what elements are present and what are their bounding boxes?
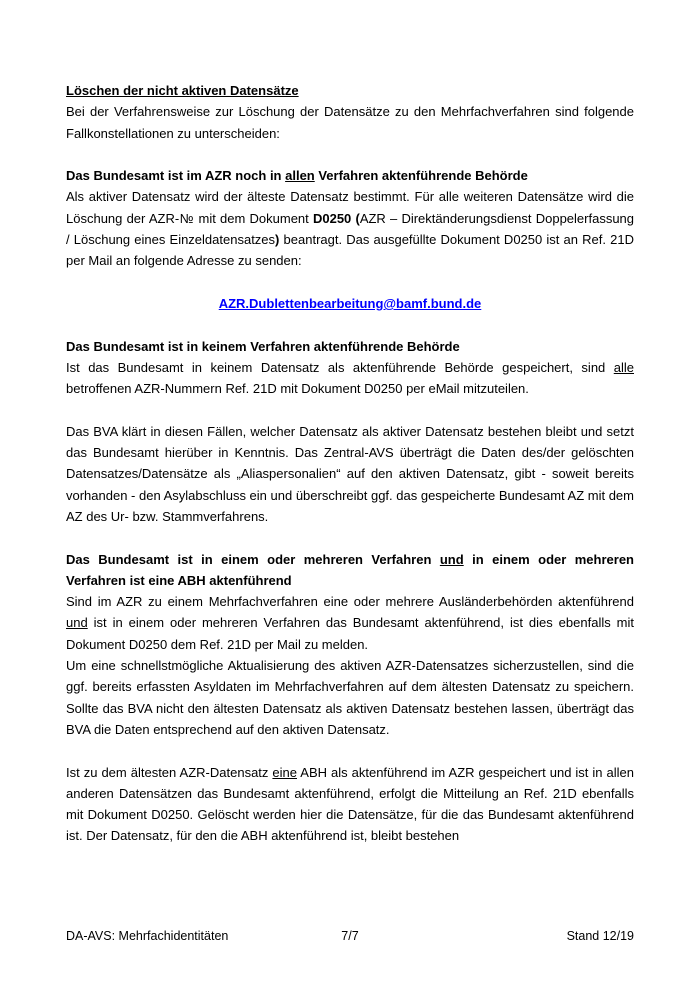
text-segment: Ist zu dem ältesten AZR-Datensatz (66, 764, 273, 780)
blank-line (66, 740, 634, 761)
text-segment: AZR – Direktänderungsdienst Doppelerfassung / Löschung eines Einzeldatensatzes (66, 210, 635, 248)
text-segment: Als aktiver Datensatz wird der älteste Datensatz bestimmt. Für alle weiteren Datensätze wird die Löschung der AZR-№ mit dem Dokument (66, 189, 634, 226)
paragraph (66, 357, 634, 400)
paragraph (66, 421, 634, 527)
email-link[interactable]: AZR.Dublettenbearbeitung@bamf.bund.de (218, 295, 482, 311)
text-segment: Verfahren aktenführende Behörde (314, 168, 528, 184)
text-segment: ist in einem oder mehreren Verfahren das Bundesamt aktenführend, ist dies ebenfalls mit Dokument D0250 dem Ref. 21D per Mail zu melden. (66, 615, 634, 652)
text-segment: in einem oder mehreren Verfahren ist eine ABH aktenführend (66, 551, 634, 588)
section-heading (66, 165, 634, 186)
text-segment: betroffenen AZR-Nummern Ref. 21D mit Dokument D0250 per eMail mitzuteilen. (66, 381, 529, 397)
text-segment: Das Bundesamt ist in keinem Verfahren aktenführende Behörde (66, 338, 460, 354)
paragraph (66, 101, 634, 144)
text-segment: beantragt. Das ausgefüllte Dokument D0250 ist an Ref. 21D per Mail an folgende Adresse zu senden: (66, 232, 634, 269)
section-heading (66, 336, 634, 357)
text-segment: Um eine schnellstmögliche Aktualisierung des aktiven AZR-Datensatzes sicherzustellen, sind die ggf. bereits erfassten Asyldaten im Mehrfachverfahren auf dem ältesten Datensatz zu speichern. Sollte das BVA nicht den ältesten Datensatz als aktiven Datensatz bestehen lassen, überträgt das BVA die Daten entsprechend auf den aktiven Datensatz. (66, 658, 634, 737)
text-segment: und (439, 551, 464, 567)
footer-document-title: DA-AVS: Mehrfachidentitäten (66, 929, 229, 943)
blank-line (66, 399, 634, 420)
blank-line (66, 144, 634, 165)
text-segment: Bei der Verfahrensweise zur Löschung der Datensätze zu den Mehrfachverfahren sind folgende Fallkonstellationen zu unterscheiden: (66, 104, 634, 141)
blank-line (66, 314, 634, 335)
text-segment: Das Bundesamt ist in einem oder mehreren Verfahren (66, 551, 440, 567)
blank-line (66, 272, 634, 293)
text-segment: allen (285, 168, 315, 184)
text-segment: Sind im AZR zu einem Mehrfachverfahren eine oder mehrere Ausländerbehörden aktenführend (66, 594, 634, 610)
email-link-line (66, 293, 634, 314)
text-segment: Das Bundesamt ist im AZR noch in (66, 168, 286, 184)
text-segment: Ist das Bundesamt in keinem Datensatz als aktenführende Behörde gespeichert, sind (66, 359, 614, 375)
text-segment: ABH als aktenführend im AZR gespeichert und ist in allen anderen Datensätzen das Bundesamt aktenführend, erfolgt die Mitteilung an Ref. 21D ebenfalls mit Dokument D0250. Gelöscht werden hier die Datensätze, für die das Bundesamt aktenführend ist. Der Datensatz, für den die ABH aktenführend ist, bleibt bestehen (66, 764, 634, 844)
section-heading (66, 549, 634, 592)
paragraph (66, 591, 634, 655)
footer-page-number: 7/7 (341, 929, 359, 943)
text-segment: Löschen der nicht aktiven Datensätze (66, 83, 299, 98)
paragraph (66, 186, 634, 271)
text-segment: und (66, 615, 88, 631)
text-segment: alle (613, 359, 634, 375)
text-segment: ) (275, 232, 280, 248)
section-heading (66, 80, 634, 101)
page-footer (66, 928, 634, 944)
footer-version-date: Stand 12/19 (566, 929, 634, 943)
text-segment: D0250 ( (312, 210, 360, 226)
paragraph (66, 655, 634, 740)
paragraph (66, 762, 634, 847)
document-blocks (66, 80, 634, 847)
text-segment: eine (272, 764, 297, 780)
text-segment: Das BVA klärt in diesen Fällen, welcher Datensatz als aktiver Datensatz bestehen bleibt und setzt das Bundesamt hierüber in Kenntnis. Das Zentral-AVS überträgt die Daten des/der gelöschten Datensatzes/Datensätze als „Aliaspersonalien“ auf den aktiven Datensatz, gibt - soweit bereits vorhanden - den Asylabschluss ein und überschreibt ggf. das gespeicherte Bundesamt AZ mit dem AZ des Ur- bzw. Stammverfahrens. (66, 423, 634, 524)
blank-line (66, 527, 634, 548)
